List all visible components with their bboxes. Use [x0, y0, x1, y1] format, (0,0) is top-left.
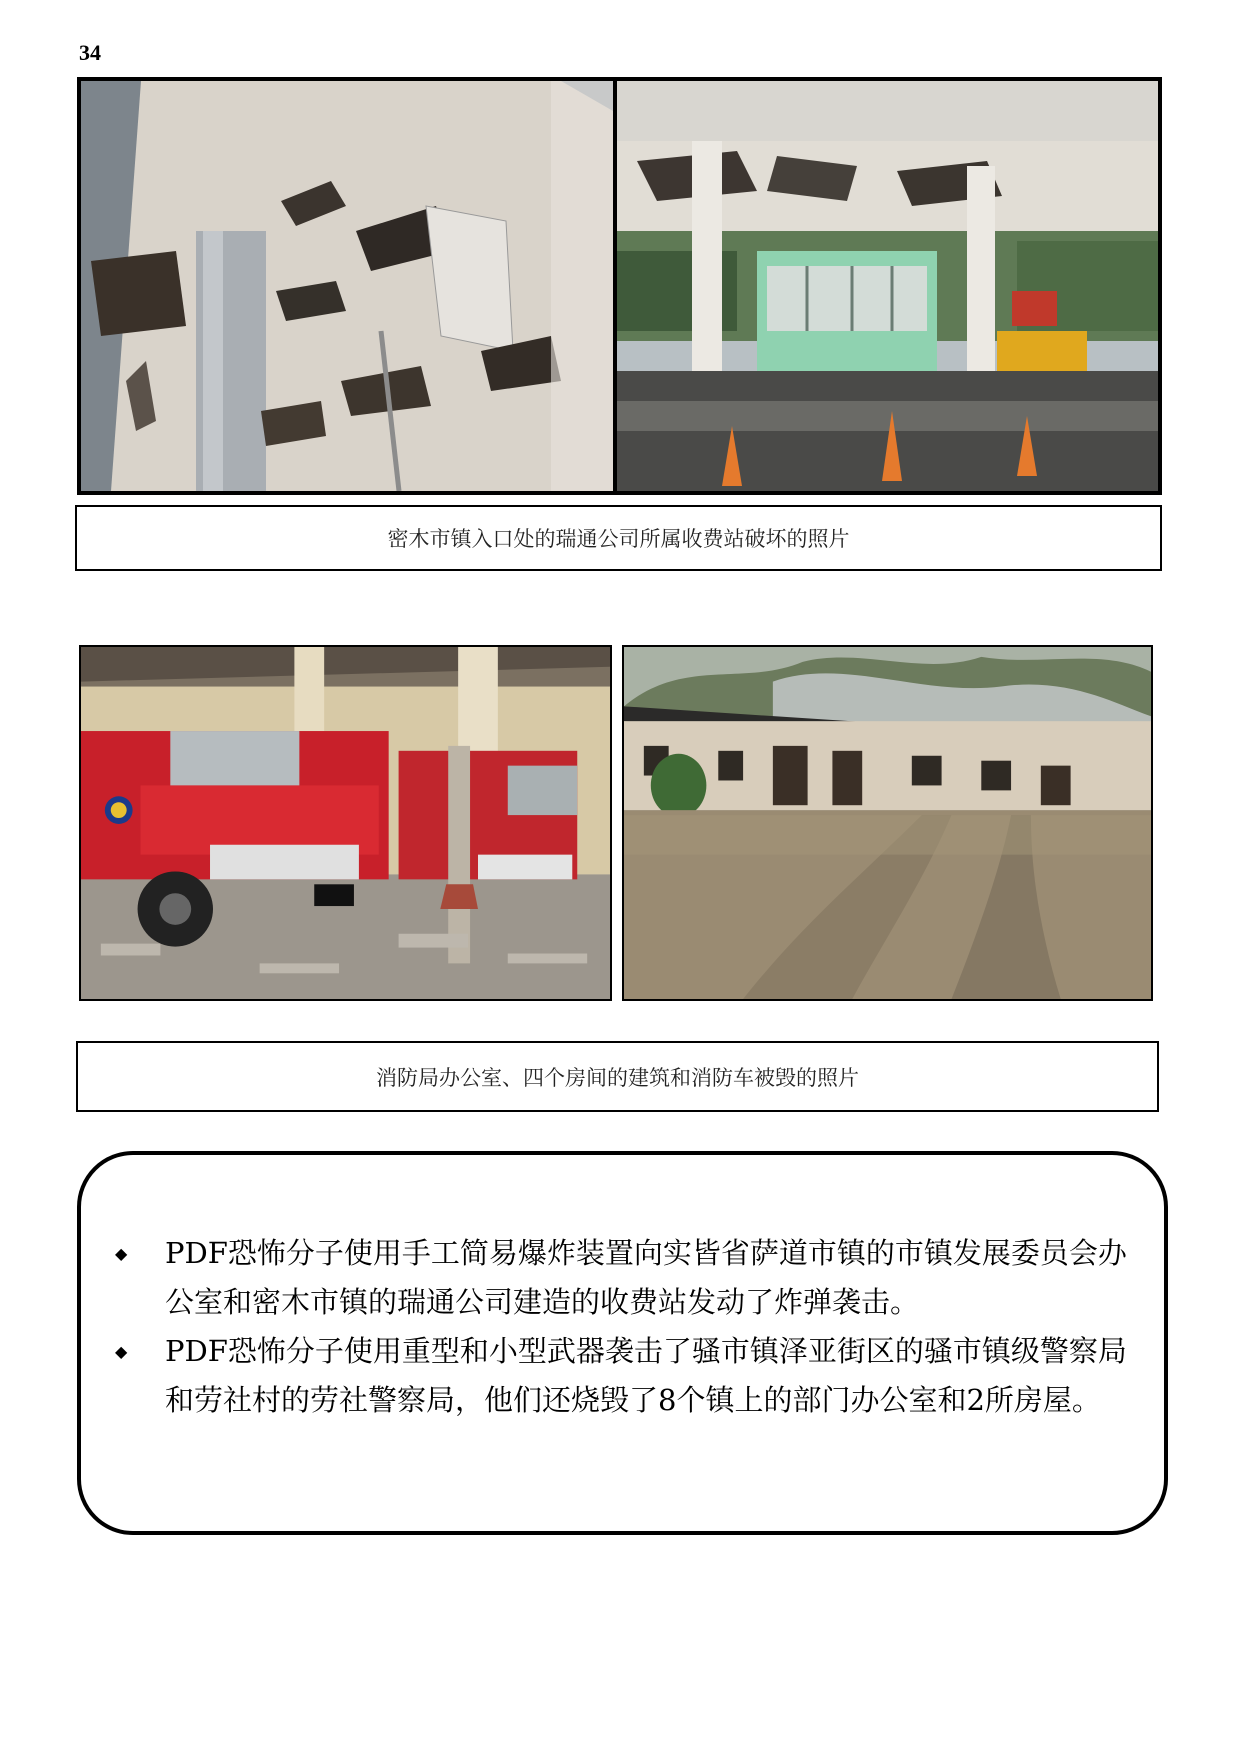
summary-item-text: PDF恐怖分子使用重型和小型武器袭击了骚市镇泽亚街区的骚市镇级警察局和劳社村的劳社警察局，他们还烧毁了8个镇上的部门办公室和2所房屋。	[165, 1334, 1127, 1417]
toll-booth-damaged-photo	[617, 81, 1158, 491]
toll-canopy-damaged-ceiling-photo	[81, 81, 613, 491]
page-number: 34	[79, 40, 101, 65]
diamond-bullet-icon: ◆	[115, 1342, 128, 1361]
burned-building-photo	[622, 645, 1153, 1001]
summary-item-text: PDF恐怖分子使用手工简易爆炸装置向实皆省萨道市镇的市镇发展委员会办公室和密木市镇的瑞通公司建造的收费站发动了炸弹袭击。	[165, 1236, 1127, 1319]
figure-2-caption: 消防局办公室、四个房间的建筑和消防车被毁的照片	[76, 1041, 1159, 1112]
toll-station-photo-strip	[77, 77, 1162, 495]
summary-item	[101, 1229, 1144, 1327]
summary-list	[101, 1229, 1144, 1425]
summary-box	[77, 1151, 1168, 1535]
damaged-fire-trucks-photo	[79, 645, 612, 1001]
figure-1-caption: 密木市镇入口处的瑞通公司所属收费站破坏的照片	[75, 505, 1162, 571]
summary-item	[101, 1327, 1144, 1425]
diamond-bullet-icon: ◆	[115, 1244, 128, 1263]
